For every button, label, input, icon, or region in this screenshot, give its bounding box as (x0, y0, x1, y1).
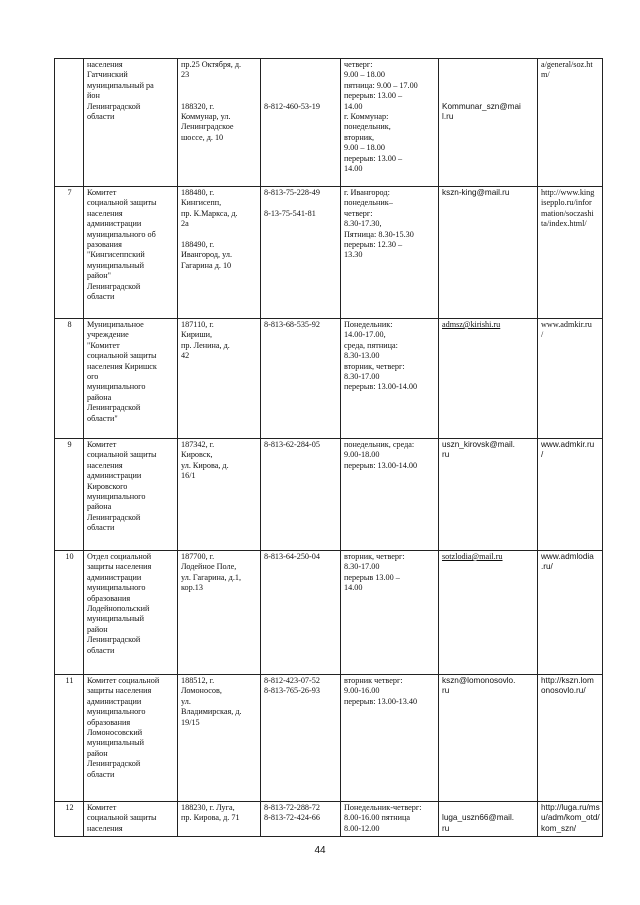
hours-line: вторник четверг: (344, 676, 403, 685)
hours-line: г. Коммунар: (344, 112, 389, 122)
phone-line: 8-812-423-07-52 (264, 676, 320, 685)
name-cell (84, 187, 178, 319)
site-line: / (541, 450, 544, 460)
email-line: admsz@kirishi.ru (442, 320, 501, 329)
phone-cell (261, 187, 341, 319)
name-cell (84, 439, 178, 551)
hours-cell (341, 551, 439, 675)
name-line: ого (87, 372, 99, 382)
site-line: mation/soczashi (541, 208, 594, 218)
site-cell[interactable] (538, 802, 603, 837)
name-line: Ленинградской (87, 512, 141, 522)
address-cell (178, 439, 261, 551)
name-line: муниципальный (87, 260, 144, 270)
name-line: муниципального (87, 583, 146, 593)
name-line: образования (87, 593, 131, 603)
phone-cell (261, 675, 341, 802)
name-line: Комитет (87, 188, 117, 197)
row-number-cell (55, 59, 84, 187)
email-line: Kommunar_szn@mai (442, 101, 521, 111)
phone-line (264, 70, 338, 80)
name-line: защиты населения (87, 686, 152, 696)
email-line: kszn-king@mail.ru (442, 188, 510, 197)
name-line: социальной защиты (87, 813, 157, 823)
hours-line: понедельник, (344, 122, 391, 132)
page-number: 44 (314, 845, 326, 856)
site-line: ta/index.html/ (541, 219, 587, 229)
table-row (55, 551, 603, 675)
row-number-cell: 10 (55, 551, 84, 675)
name-line: образования (87, 717, 131, 727)
address-cell (178, 802, 261, 837)
hours-line: 14.00 (344, 101, 363, 111)
address-line: Кингисепп, (181, 198, 222, 208)
phone-cell (261, 439, 341, 551)
address-line: 187342, г. (181, 440, 215, 449)
name-cell (84, 59, 178, 187)
name-line: социальной защиты (87, 198, 157, 208)
address-line: 188320, г. (181, 101, 215, 111)
address-line: 42 (181, 351, 190, 361)
email-cell[interactable] (439, 551, 538, 675)
name-line: области (87, 112, 115, 122)
table-row (55, 802, 603, 837)
hours-line: 14.00-17.00, (344, 330, 386, 340)
address-line: 188512, г. (181, 676, 215, 685)
name-line: администрации (87, 572, 142, 582)
name-line: населения (87, 460, 123, 470)
hours-cell (341, 59, 439, 187)
hours-line: среда, пятница: (344, 340, 398, 350)
address-line: пр. Ленина, д. (181, 340, 230, 350)
email-cell[interactable] (439, 59, 538, 187)
email-line (442, 803, 535, 813)
name-line: Кировского (87, 481, 128, 491)
hours-line: перерыв: 13.00 – (344, 91, 403, 101)
address-line: 2а (181, 219, 189, 229)
name-line: муниципального (87, 492, 146, 502)
name-cell (84, 319, 178, 439)
phone-cell (261, 319, 341, 439)
name-line: Ленинградской (87, 101, 141, 111)
hours-line: 9.00 – 18.00 (344, 143, 385, 153)
email-line (442, 81, 535, 91)
address-line: пр. К.Маркса, д. (181, 208, 238, 218)
row-number-cell: 11 (55, 675, 84, 802)
row-number-cell: 12 (55, 802, 84, 837)
phone-line: 8-13-75-541-81 (264, 208, 316, 218)
hours-cell (341, 187, 439, 319)
site-line: .ru/ (541, 562, 553, 572)
site-line: isepplo.ru/infor (541, 198, 592, 208)
email-line (442, 91, 535, 101)
email-cell[interactable] (439, 675, 538, 802)
hours-line: вторник, (344, 132, 375, 142)
address-line: 188490, г. (181, 240, 215, 250)
name-line: муниципальный (87, 614, 144, 624)
email-line: luga_uszn66@mail. (442, 813, 515, 823)
name-line: Комитет (87, 803, 117, 812)
name-line: области (87, 292, 115, 302)
hours-line: понедельник– (344, 198, 393, 208)
address-line: ул. Кирова, д. (181, 460, 229, 470)
site-line: http://kszn.lom (541, 676, 594, 685)
phone-line: 8-813-75-228-49 (264, 188, 320, 197)
name-line: разования (87, 240, 122, 250)
hours-line: 9.00-18.00 (344, 450, 380, 460)
name-cell (84, 802, 178, 837)
name-line: район (87, 748, 108, 758)
address-line: 16/1 (181, 471, 196, 481)
hours-line: 8.00-16.00 пятница (344, 813, 411, 823)
name-line: населения Киришск (87, 361, 157, 371)
name-line: район" (87, 271, 111, 281)
hours-line: Понедельник-четверг: (344, 803, 422, 812)
phone-line (264, 81, 338, 91)
email-line: l.ru (442, 111, 454, 121)
hours-line: 13.30 (344, 250, 363, 260)
name-line: Гатчинский (87, 70, 128, 80)
email-line: sotzlodia@mail.ru (442, 552, 503, 561)
name-line: администрации (87, 471, 142, 481)
hours-line: 9.00-16.00 (344, 686, 380, 696)
name-line: муниципальный (87, 738, 144, 748)
site-line: www.admkir.ru (541, 320, 592, 329)
name-line: учреждение (87, 330, 129, 340)
institutions-table (54, 58, 603, 837)
address-line: 188230, г. Луга, (181, 803, 235, 812)
phone-line: 8-812-460-53-19 (264, 101, 320, 111)
site-cell[interactable] (538, 551, 603, 675)
site-line: a/general/soz.ht (541, 60, 593, 69)
address-line: Коммунар, ул. (181, 112, 231, 121)
hours-line: 9.00 – 18.00 (344, 70, 385, 80)
name-line: муниципальный ра (87, 80, 154, 90)
site-cell[interactable] (538, 319, 603, 439)
hours-line: перерыв: 13.00-14.00 (344, 460, 418, 470)
site-line: www.admkir.ru (541, 440, 595, 449)
address-line: 188480, г. (181, 188, 215, 197)
table-row (55, 439, 603, 551)
email-line: kszn@lomonosovlo. (442, 676, 516, 685)
table-row (55, 59, 603, 187)
name-line: Ломоносовский (87, 728, 143, 738)
name-line: района (87, 502, 112, 512)
name-line: администрации (87, 219, 142, 229)
name-line: населения (87, 823, 123, 833)
hours-line: г. Ивангород: (344, 188, 390, 197)
address-line: Лодейное Поле, (181, 562, 237, 572)
phone-line (264, 91, 338, 101)
email-cell[interactable] (439, 319, 538, 439)
phone-line: 8-813-765-26-93 (264, 686, 320, 696)
site-line: m/ (541, 70, 550, 80)
name-line: муниципального об (87, 229, 156, 239)
name-line: Комитет (87, 440, 117, 449)
phone-line: 8-813-64-250-04 (264, 552, 320, 561)
name-line: Ленинградской (87, 759, 141, 769)
site-cell[interactable] (538, 59, 603, 187)
email-line (442, 60, 535, 70)
name-line: "Кингисеппский (87, 250, 145, 260)
name-line: Лодейнопольский (87, 604, 150, 614)
address-line: Владимирская, д. (181, 707, 242, 717)
name-line: муниципального (87, 707, 146, 717)
hours-line: Понедельник: (344, 320, 393, 329)
hours-line: четверг: (344, 208, 373, 218)
name-line: области" (87, 413, 118, 423)
table-row (55, 187, 603, 319)
phone-line (264, 60, 338, 70)
hours-cell (341, 802, 439, 837)
site-line: http://luga.ru/ms (541, 803, 600, 812)
name-line: населения (87, 60, 123, 69)
hours-line: перерыв: 13.00 – (344, 153, 403, 163)
hours-line: 14.00 (344, 164, 363, 174)
name-line: защиты населения (87, 562, 152, 572)
phone-cell (261, 802, 341, 837)
address-cell (178, 187, 261, 319)
hours-cell (341, 675, 439, 802)
site-line: u/adm/kom_otd/ (541, 813, 600, 823)
hours-line: 8.30-17.30, (344, 219, 382, 229)
name-cell (84, 675, 178, 802)
address-line: пр.25 Октября, д. (181, 60, 242, 69)
email-cell[interactable] (439, 439, 538, 551)
name-line: администрации (87, 696, 142, 706)
address-line: ул. Гагарина, д.1, (181, 572, 242, 582)
hours-cell (341, 439, 439, 551)
site-line: kom_szn/ (541, 823, 577, 833)
email-cell[interactable] (439, 802, 538, 837)
name-line: области (87, 523, 115, 533)
name-line: области (87, 769, 115, 779)
email-line (442, 70, 535, 80)
address-cell (178, 319, 261, 439)
row-number-cell: 9 (55, 439, 84, 551)
name-line: Ленинградской (87, 403, 141, 413)
table-row (55, 319, 603, 439)
email-line: ru (442, 450, 450, 460)
name-line: йон (87, 91, 100, 101)
hours-line: 8.30-17.00 (344, 562, 380, 572)
phone-line: 8-813-68-535-92 (264, 320, 320, 329)
hours-line: Пятница: 8.30-15.30 (344, 229, 414, 239)
name-line: социальной защиты (87, 450, 157, 460)
address-cell (178, 551, 261, 675)
address-line (181, 91, 258, 101)
hours-line: перерыв: 13.00-14.00 (344, 382, 418, 392)
hours-line: пятница: 9.00 – 17.00 (344, 80, 418, 90)
row-number-cell: 8 (55, 319, 84, 439)
name-line: района (87, 392, 112, 402)
hours-line: понедельник, среда: (344, 440, 415, 449)
hours-line: вторник, четверг: (344, 361, 405, 371)
hours-line: перерыв 13.00 – (344, 572, 400, 582)
address-line: Гагарина д. 10 (181, 260, 232, 270)
name-line: Ленинградской (87, 281, 141, 291)
site-cell[interactable] (538, 187, 603, 319)
name-line: район (87, 624, 108, 634)
hours-line: 8.30-17.00 (344, 372, 380, 382)
row-number-cell: 7 (55, 187, 84, 319)
address-line: шоссе, д. 10 (181, 132, 224, 142)
address-line: Кировск, (181, 450, 213, 460)
name-line: Комитет социальной (87, 676, 160, 685)
email-line: ru (442, 823, 450, 833)
name-line: области (87, 645, 115, 655)
address-line: пр. Кирова, д. 71 (181, 813, 240, 823)
hours-cell (341, 319, 439, 439)
site-line: http://www.king (541, 188, 595, 197)
phone-line: 8-813-72-424-66 (264, 813, 320, 823)
hours-line: 8.30-13.00 (344, 351, 380, 361)
address-line: Кириши, (181, 330, 213, 340)
email-line: uszn_kirovsk@mail. (442, 440, 515, 449)
phone-line: 8-813-72-288-72 (264, 803, 320, 812)
name-line: социальной защиты (87, 351, 157, 361)
hours-line: перерыв: 13.00-13.40 (344, 696, 418, 706)
address-line: Ленинградское (181, 122, 234, 132)
hours-line: вторник, четверг: (344, 552, 405, 561)
address-line: Ломоносов, (181, 686, 222, 696)
address-cell (178, 59, 261, 187)
hours-line: 8.00-12.00 (344, 823, 380, 833)
phone-cell (261, 59, 341, 187)
table-row (55, 675, 603, 802)
address-line (181, 230, 258, 240)
phone-cell (261, 551, 341, 675)
name-line: "Комитет (87, 340, 120, 350)
address-line: 187700, г. (181, 552, 215, 561)
address-line (181, 81, 258, 91)
site-line: / (541, 330, 544, 340)
name-line: населения (87, 208, 123, 218)
site-line: www.admlodia (541, 552, 594, 561)
site-cell[interactable] (538, 439, 603, 551)
email-line: ru (442, 686, 450, 696)
hours-line: четверг: (344, 60, 373, 69)
email-cell[interactable] (439, 187, 538, 319)
address-line: Ивангород, ул. (181, 250, 233, 260)
name-line: Муниципальное (87, 320, 144, 329)
hours-line: 14.00 (344, 583, 363, 593)
phone-line: 8-813-62-284-05 (264, 440, 320, 449)
name-cell (84, 551, 178, 675)
address-cell (178, 675, 261, 802)
name-line: Отдел социальной (87, 552, 152, 561)
site-line: onosovlo.ru/ (541, 686, 586, 696)
address-line: ул. (181, 696, 191, 706)
name-line: Ленинградской (87, 635, 141, 645)
address-line: кор.13 (181, 583, 203, 593)
phone-line (264, 198, 338, 208)
site-cell[interactable] (538, 675, 603, 802)
hours-line: перерыв: 12.30 – (344, 240, 403, 250)
address-line: 187110, г. (181, 320, 214, 329)
address-line: 19/15 (181, 717, 200, 727)
name-line: муниципального (87, 382, 146, 392)
address-line: 23 (181, 70, 190, 80)
